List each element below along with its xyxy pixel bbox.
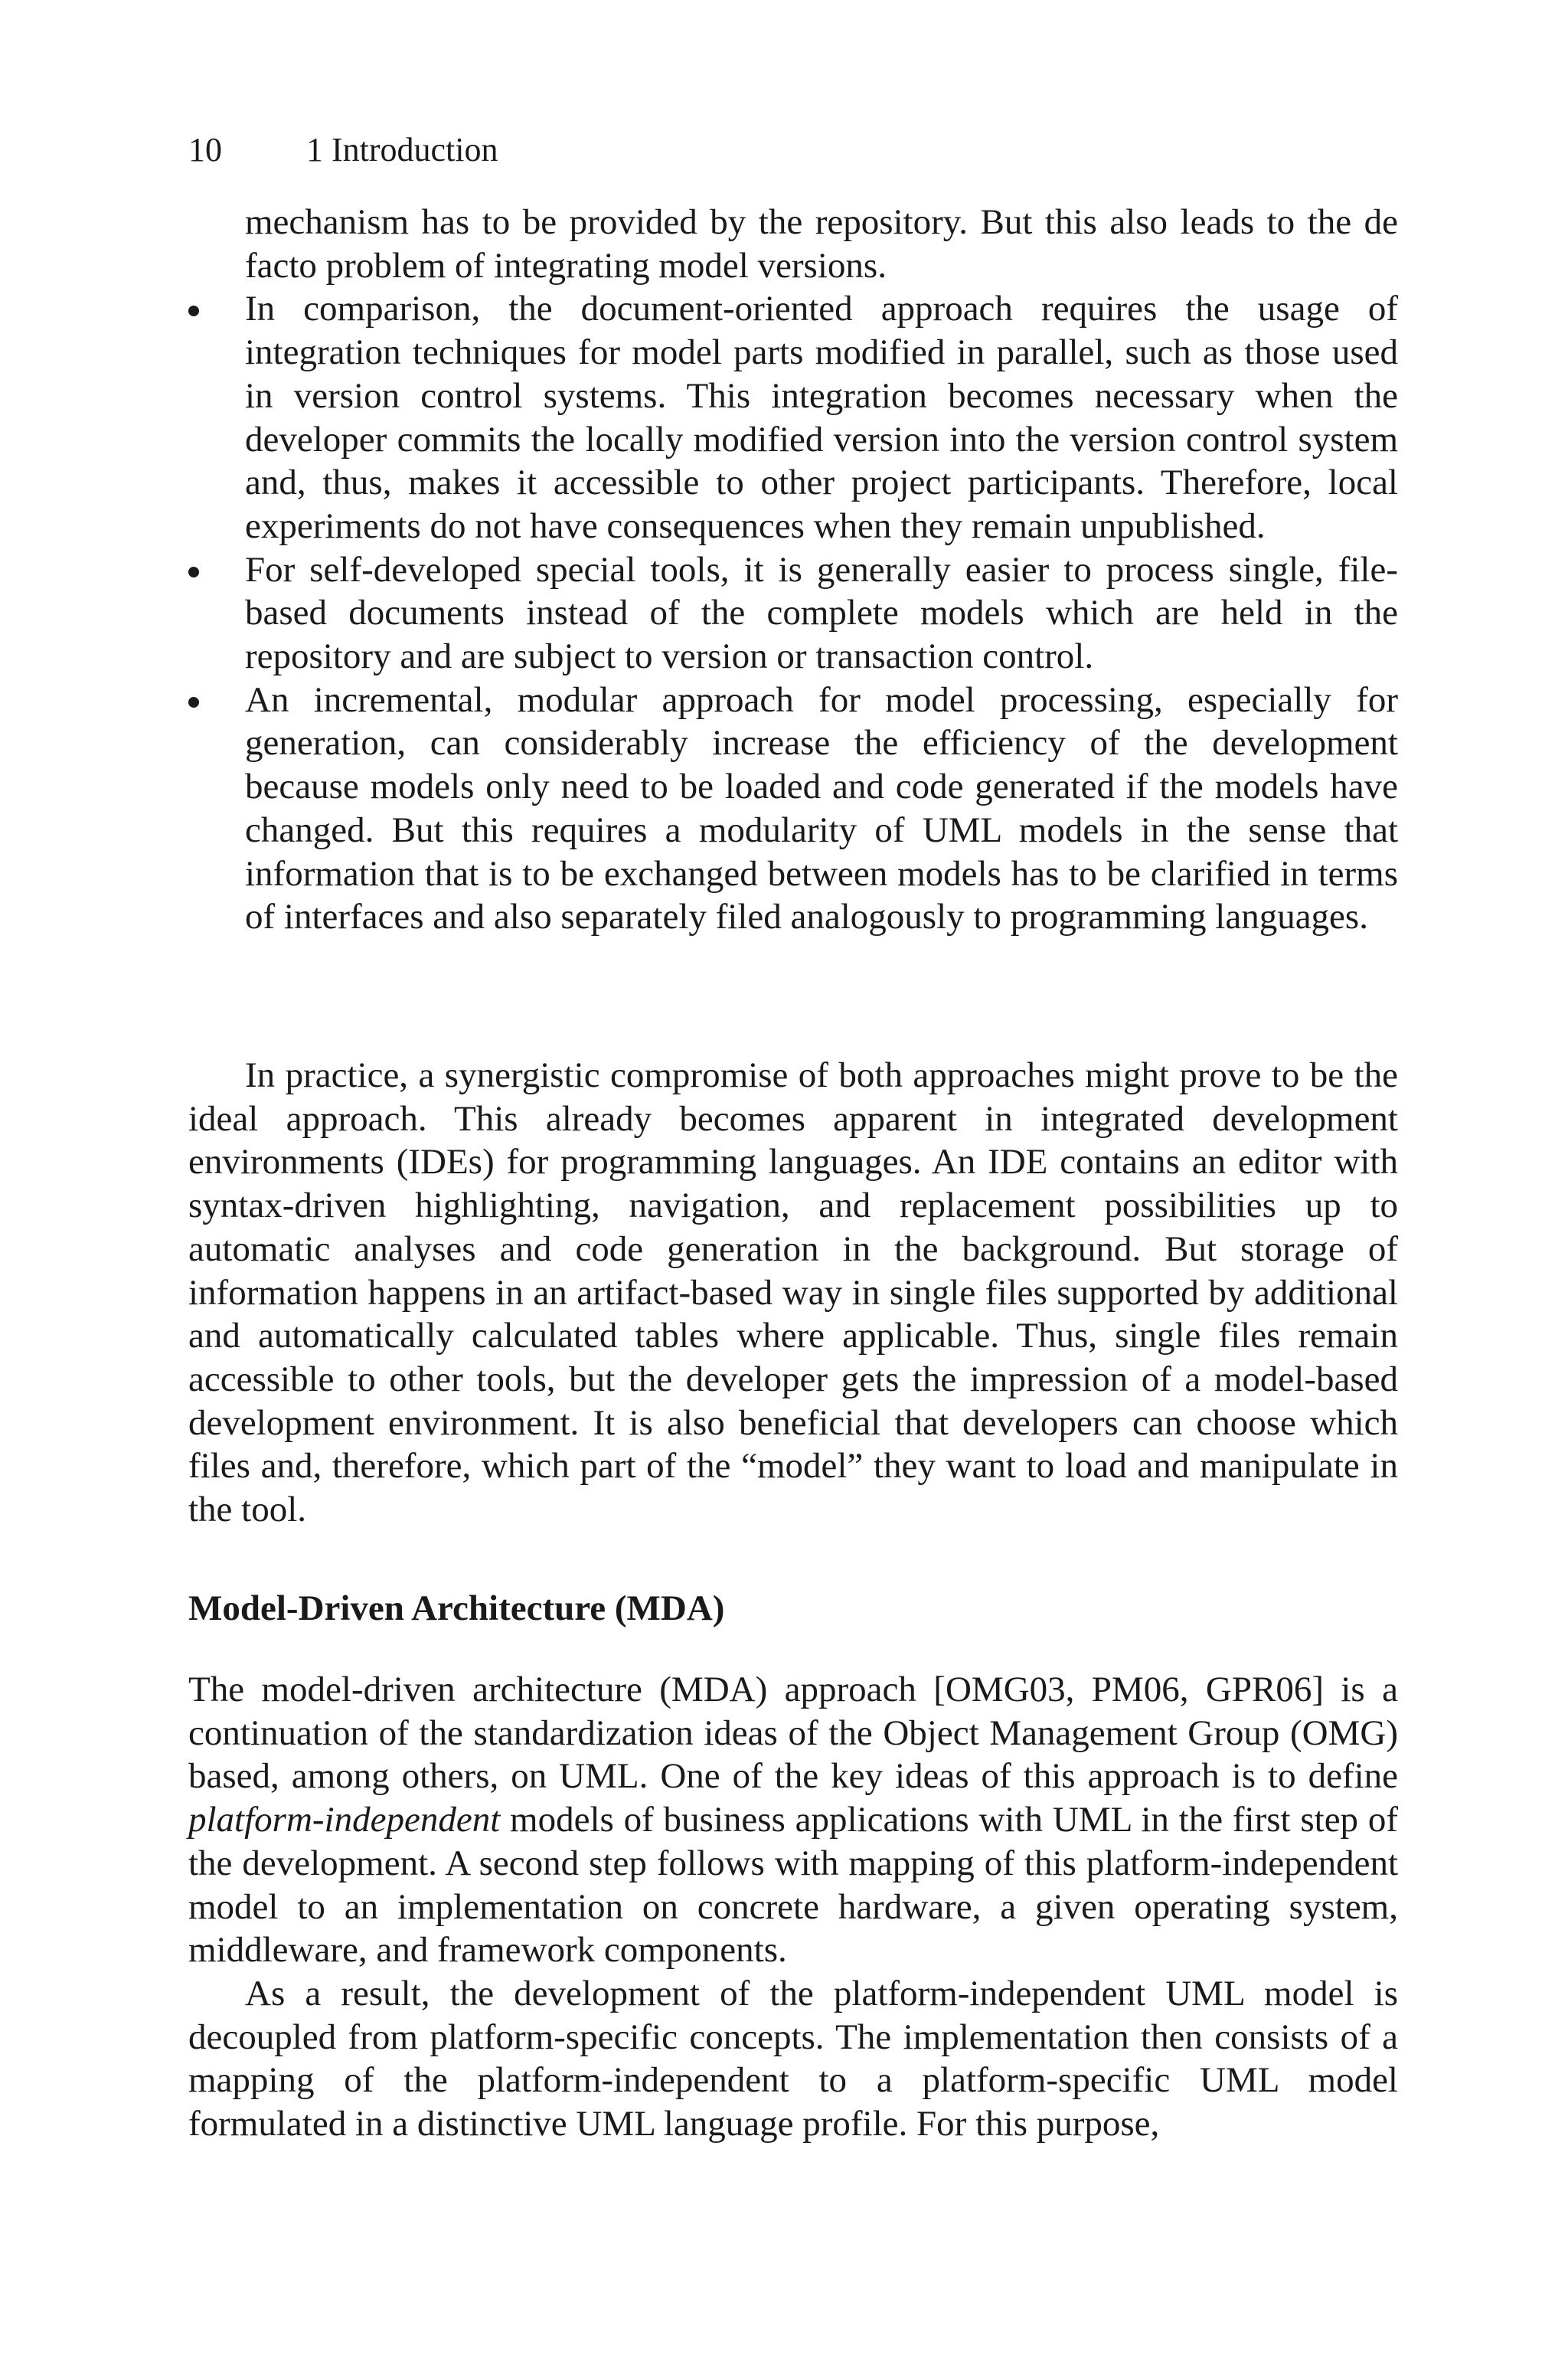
- paragraph-text: The model-driven architecture (MDA) approach [OMG03, PM06, GPR06] is a continuation of the standardization ideas of the Object Management Group (OMG) based, among others, on UML. One of the key ideas of this approach is to define: [188, 1670, 1398, 1797]
- bullet-list: [188, 201, 1398, 939]
- page-header: [188, 127, 498, 173]
- paragraph-text: models of business applications with UML in the first step of the development. A second step follows with mapping of this platform-independent model to an implementation on concrete hardware, a given operating system, middleware, and framework components.: [188, 1800, 1398, 1971]
- list-item-text: For self-developed special tools, it is generally easier to process single, file-based documents instead of the complete models which are held in the repository and are subject to version or transaction control.: [245, 549, 1398, 677]
- list-item: [188, 548, 1398, 679]
- bullet-icon: [188, 697, 199, 708]
- bullet-icon: [188, 567, 199, 577]
- list-item: [188, 679, 1398, 939]
- emphasized-term: platform-independent: [188, 1800, 501, 1840]
- list-item-text: An incremental, modular approach for model processing, especially for generation, can considerably increase the efficiency of the development because models only need to be loaded and code generated if the models have changed. But this requires a modularity of UML models in the sense that information that is to be exchanged between models has to be clarified in terms of interfaces and also separately filed analogously to programming languages.: [245, 679, 1398, 937]
- list-item-text: mechanism has to be provided by the repository. But this also leads to the de facto problem of integrating model versions.: [245, 202, 1398, 286]
- body-section: [188, 1054, 1398, 1532]
- chapter-title: 1 Introduction: [306, 131, 498, 168]
- mda-section: [188, 1668, 1398, 2146]
- mda-paragraph-1: [188, 1668, 1398, 1972]
- list-item: [188, 201, 1398, 287]
- list-item: [188, 287, 1398, 548]
- page-number: 10: [188, 131, 222, 168]
- mda-paragraph-2: As a result, the development of the platform-independent UML model is decoupled from platform-specific concepts. The implementation then consists of a mapping of the platform-independent to a platform-specific UML model formulated in a distinctive UML language profile. For this purpose,: [188, 1973, 1398, 2144]
- list-item-text: In comparison, the document-oriented approach requires the usage of integration techniques for model parts modified in parallel, such as those used in version control systems. This integration becomes necessary when the developer commits the locally modified version into the version control system and, thus, makes it accessible to other project participants. Therefore, local experiments do not have consequences when they remain unpublished.: [245, 289, 1398, 546]
- practice-paragraph: In practice, a synergistic compromise of both approaches might prove to be the ideal approach. This already becomes apparent in integrated development environments (IDEs) for programming languages. An IDE contains an editor with syntax-driven highlighting, navigation, and replacement possibilities up to automatic analyses and code generation in the background. But storage of information happens in an artifact-based way in single files supported by additional and automatically calculated tables where applicable. Thus, single files remain accessible to other tools, but the developer gets the impression of a model-based development environment. It is also beneficial that developers can choose which files and, therefore, which part of the “model” they want to load and manipulate in the tool.: [188, 1055, 1398, 1530]
- bullet-icon: [188, 306, 199, 316]
- section-heading: Model-Driven Architecture (MDA): [188, 1588, 725, 1628]
